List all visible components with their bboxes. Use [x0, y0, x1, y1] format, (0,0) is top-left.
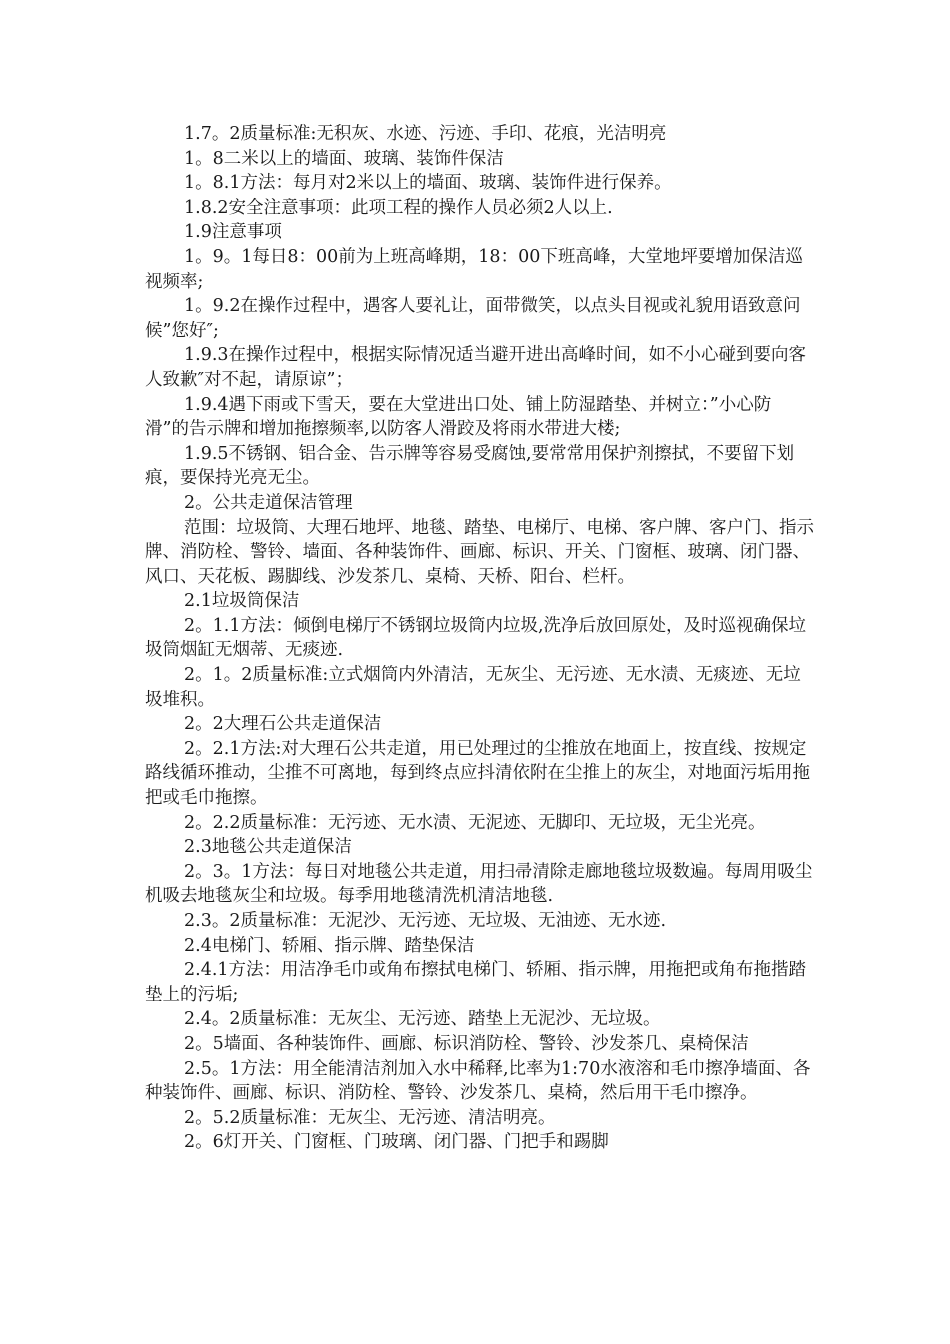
paragraph: 1.9.5不锈钢、铝合金、告示牌等容易受腐蚀,要常常用保护剂擦拭，不要留下划痕，要保持光亮无尘。 — [145, 443, 795, 489]
subsection-heading: 2.1垃圾筒保洁 — [184, 591, 300, 612]
paragraph: 2。1。2质量标准:立式烟筒内外清洁，无灰尘、无污迹、无水渍、无痰迹、无垃圾堆积。 — [145, 665, 801, 710]
paragraph: 2。2.1方法:对大理石公共走道，用已处理过的尘推放在地面上，按直线、按规定路线循环推动，尘推不可离地，每到终点应抖清依附在尘推上的灰尘，对地面污垢用拖把或毛巾拖擦。 — [145, 738, 810, 809]
paragraph: 1.7。2质量标准:无积灰、水迹、污迹、手印、花痕，光洁明亮 — [184, 124, 667, 144]
paragraph: 1。9.2在操作过程中，遇客人要礼让，面带微笑，以点头目视或礼貌用语致意问候”您好″; — [145, 296, 801, 341]
paragraph: 1.9.4遇下雨或下雪天，要在大堂进出口处、铺上防湿踏垫、并树立：”小心防滑”的告示牌和增加拖擦频率,以防客人滑跤及将雨水带进大楼; — [145, 394, 772, 440]
paragraph: 2.5。1方法：用全能清洁剂加入水中稀释,比率为1:70水液溶和毛巾擦净墙面、各种装饰件、画廊、标识、消防栓、警铃、沙发茶几、桌椅，然后用干毛巾擦净。 — [145, 1058, 811, 1104]
document-body — [145, 122, 815, 1155]
paragraph: 1.9.3在操作过程中，根据实际情况适当避开进出高峰时间，如不小心碰到要向客人致歉″对不起，请原谅”； — [145, 345, 807, 390]
paragraph: 范围：垃圾筒、大理石地坪、地毯、踏垫、电梯厅、电梯、客户牌、客户门、指示牌、消防栓、警铃、墙面、各种装饰件、画廊、标识、开关、门窗框、玻璃、闭门器、风口、天花板、踢脚线、沙发茶几、桌椅、天桥、阳台、栏杆。 — [145, 517, 814, 587]
paragraph: 2.4。2质量标准：无灰尘、无污迹、踏垫上无泥沙、无垃圾。 — [184, 1009, 661, 1030]
paragraph: 1。8.1方法：每月对2米以上的墙面、玻璃、装饰件进行保养。 — [184, 173, 672, 194]
subsection-heading: 2。6灯开关、门窗框、门玻璃、闭门器、门把手和踢脚 — [184, 1132, 609, 1153]
subsection-heading: 2。2大理石公共走道保洁 — [184, 714, 382, 735]
subsection-heading: 2.4电梯门、轿厢、指示牌、踏垫保洁 — [184, 935, 475, 956]
paragraph: 1。9。1每日8：00前为上班高峰期，18：00下班高峰，大堂地坪要增加保洁巡视频率; — [145, 246, 803, 292]
subsection-heading: 2。5墙面、各种装饰件、画廊、标识消防栓、警铃、沙发茶几、桌椅保洁 — [184, 1033, 749, 1054]
subsection-heading: 2.3地毯公共走道保洁 — [184, 837, 352, 858]
paragraph: 1。8二米以上的墙面、玻璃、装饰件保洁 — [184, 148, 504, 169]
section-heading: 2。公共走道保洁管理 — [184, 492, 353, 513]
paragraph: 2。1.1方法：倾倒电梯厅不锈钢垃圾筒内垃圾,洗净后放回原处，及时巡视确保垃圾筒烟缸无烟蒂、无痰迹. — [145, 615, 807, 661]
paragraph: 2.3。2质量标准：无泥沙、无污迹、无垃圾、无油迹、无水迹. — [184, 911, 667, 931]
paragraph: 2。3。1方法：每日对地毯公共走道，用扫帚清除走廊地毯垃圾数遍。每周用吸尘机吸去地毯灰尘和垃圾。每季用地毯清洗机清洁地毯. — [145, 861, 813, 907]
paragraph: 1.9注意事项 — [184, 222, 282, 243]
paragraph: 2.4.1方法：用洁净毛巾或角布擦拭电梯门、轿厢、指示牌，用拖把或角布拖揩踏垫上的污垢; — [145, 960, 807, 1005]
paragraph: 2。2.2质量标准：无污迹、无水渍、无泥迹、无脚印、无垃圾，无尘光亮。 — [184, 812, 766, 833]
paragraph: 2。5.2质量标准：无灰尘、无污迹、清洁明亮。 — [184, 1107, 556, 1128]
paragraph: 1.8.2安全注意事项：此项工程的操作人员必须2人以上. — [184, 197, 613, 218]
